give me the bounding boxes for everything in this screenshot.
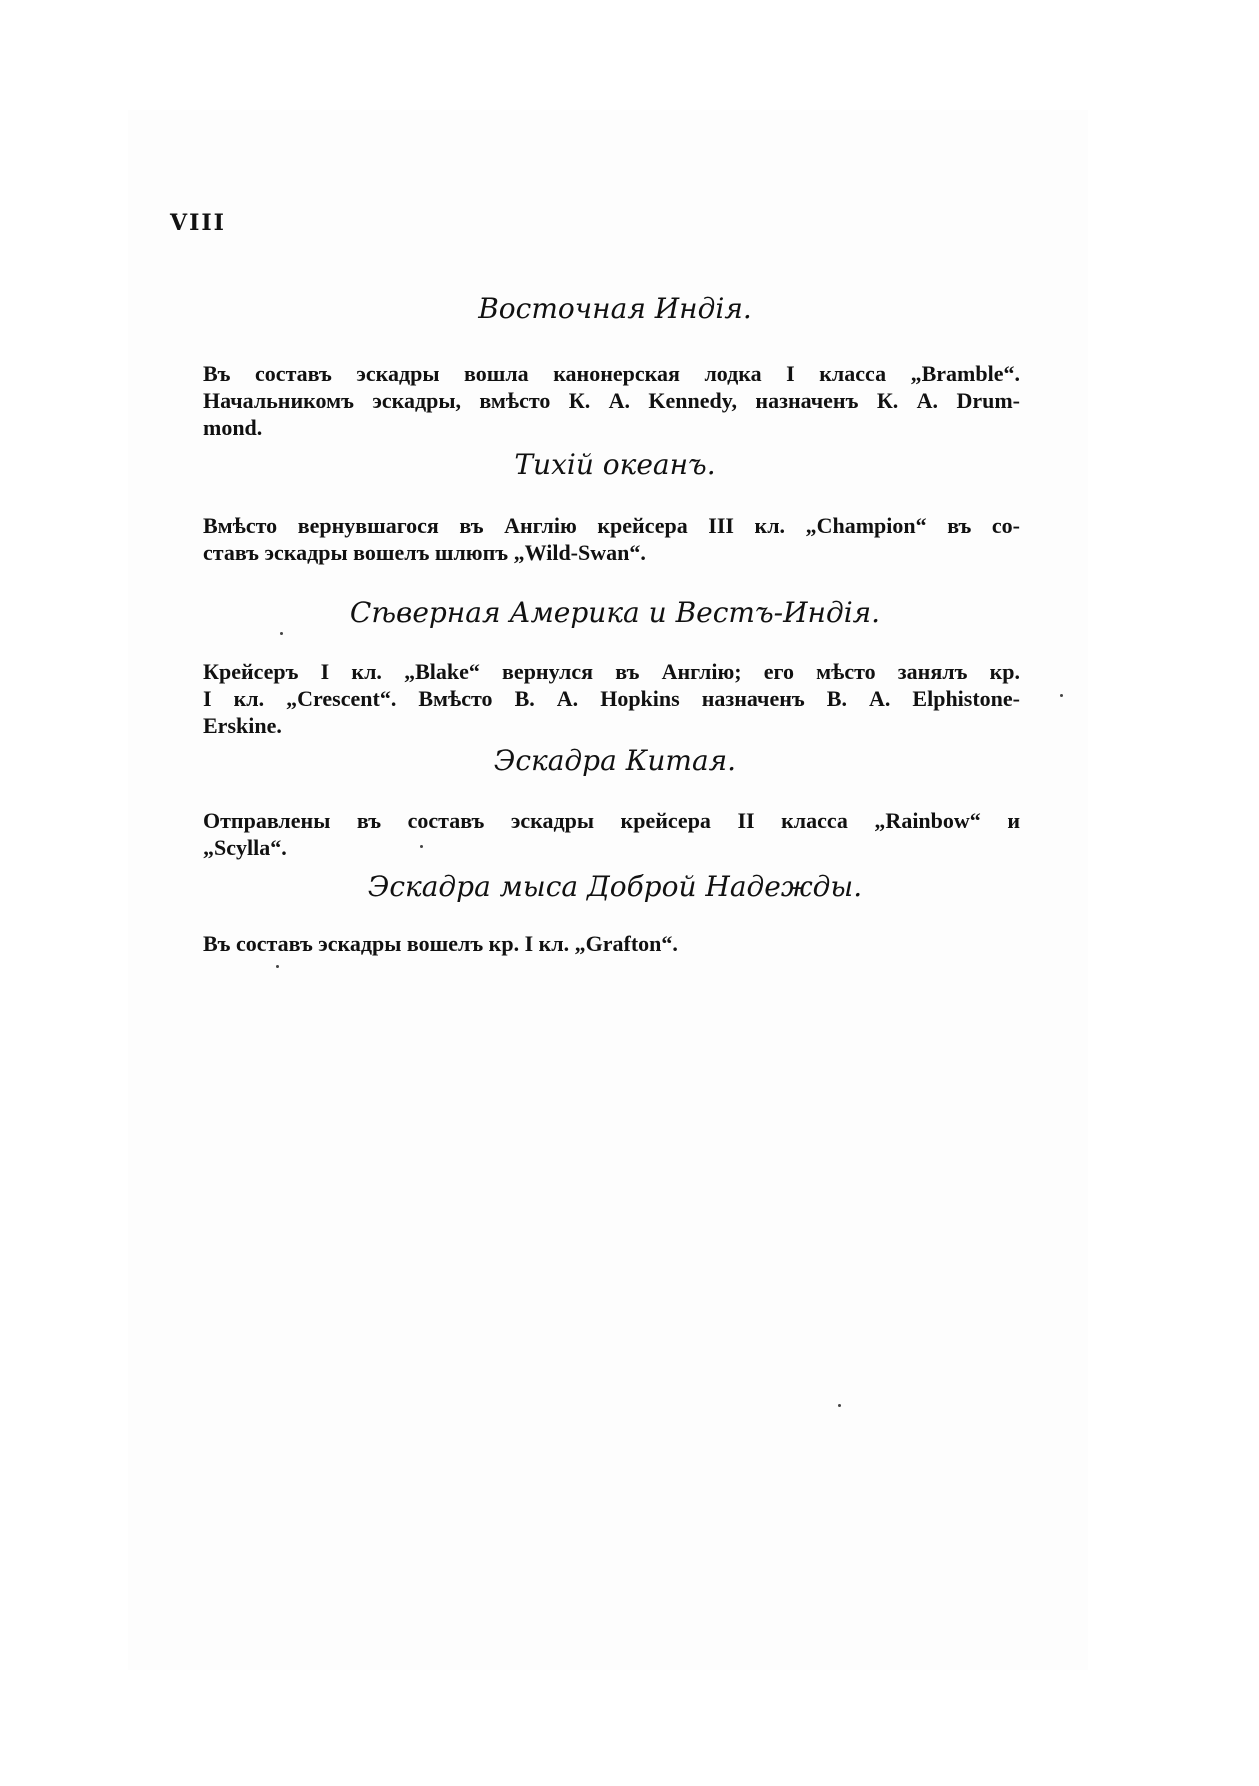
page-number: VIII bbox=[170, 210, 226, 236]
section-title-china: Эскадра Китая. bbox=[493, 744, 737, 777]
text-line: Крейсеръ I кл. „Blake“ вернулся въ Англію; его мѣсто занялъ кр. bbox=[203, 659, 1020, 684]
paragraph-east-india bbox=[203, 360, 1020, 441]
paragraph-pacific bbox=[203, 512, 1020, 566]
text-line: ставъ эскадры вошелъ шлюпъ „Wild-Swan“. bbox=[203, 540, 646, 565]
scan-speck bbox=[838, 1404, 841, 1407]
text-line: Вмѣсто вернувшагося въ Англію крейсера III кл. „Champion“ въ со- bbox=[203, 513, 1020, 538]
text-line: Erskine. bbox=[203, 713, 282, 738]
scan-speck bbox=[276, 965, 279, 968]
section-title-pacific: Тихій океанъ. bbox=[514, 448, 716, 481]
text-line: mond. bbox=[203, 415, 263, 440]
paragraph-north-america bbox=[203, 658, 1020, 739]
text-line: Отправлены въ составъ эскадры крейсера II класса „Rainbow“ и bbox=[203, 808, 1020, 833]
section-title-cape: Эскадра мыса Доброй Надежды. bbox=[367, 870, 863, 903]
scan-speck bbox=[280, 632, 283, 635]
paragraph-cape bbox=[203, 930, 1020, 957]
paragraph-china bbox=[203, 807, 1020, 861]
text-line: I кл. „Crescent“. Вмѣсто В. А. Hopkins назначенъ В. А. Elphistone- bbox=[203, 686, 1020, 711]
text-line: Въ составъ эскадры вошелъ кр. I кл. „Grafton“. bbox=[203, 931, 678, 956]
text-line: Въ составъ эскадры вошла канонерская лодка I класса „Bramble“. bbox=[203, 361, 1020, 386]
scan-speck bbox=[420, 845, 423, 848]
scan-speck bbox=[1060, 694, 1063, 697]
text-line: „Scylla“. bbox=[203, 835, 287, 860]
text-line: Начальникомъ эскадры, вмѣсто К. А. Kennedy, назначенъ К. А. Drum- bbox=[203, 388, 1020, 413]
section-title-north-america: Сѣверная Америка и Вестъ-Индія. bbox=[349, 596, 881, 629]
section-title-east-india: Восточная Индія. bbox=[478, 292, 752, 325]
